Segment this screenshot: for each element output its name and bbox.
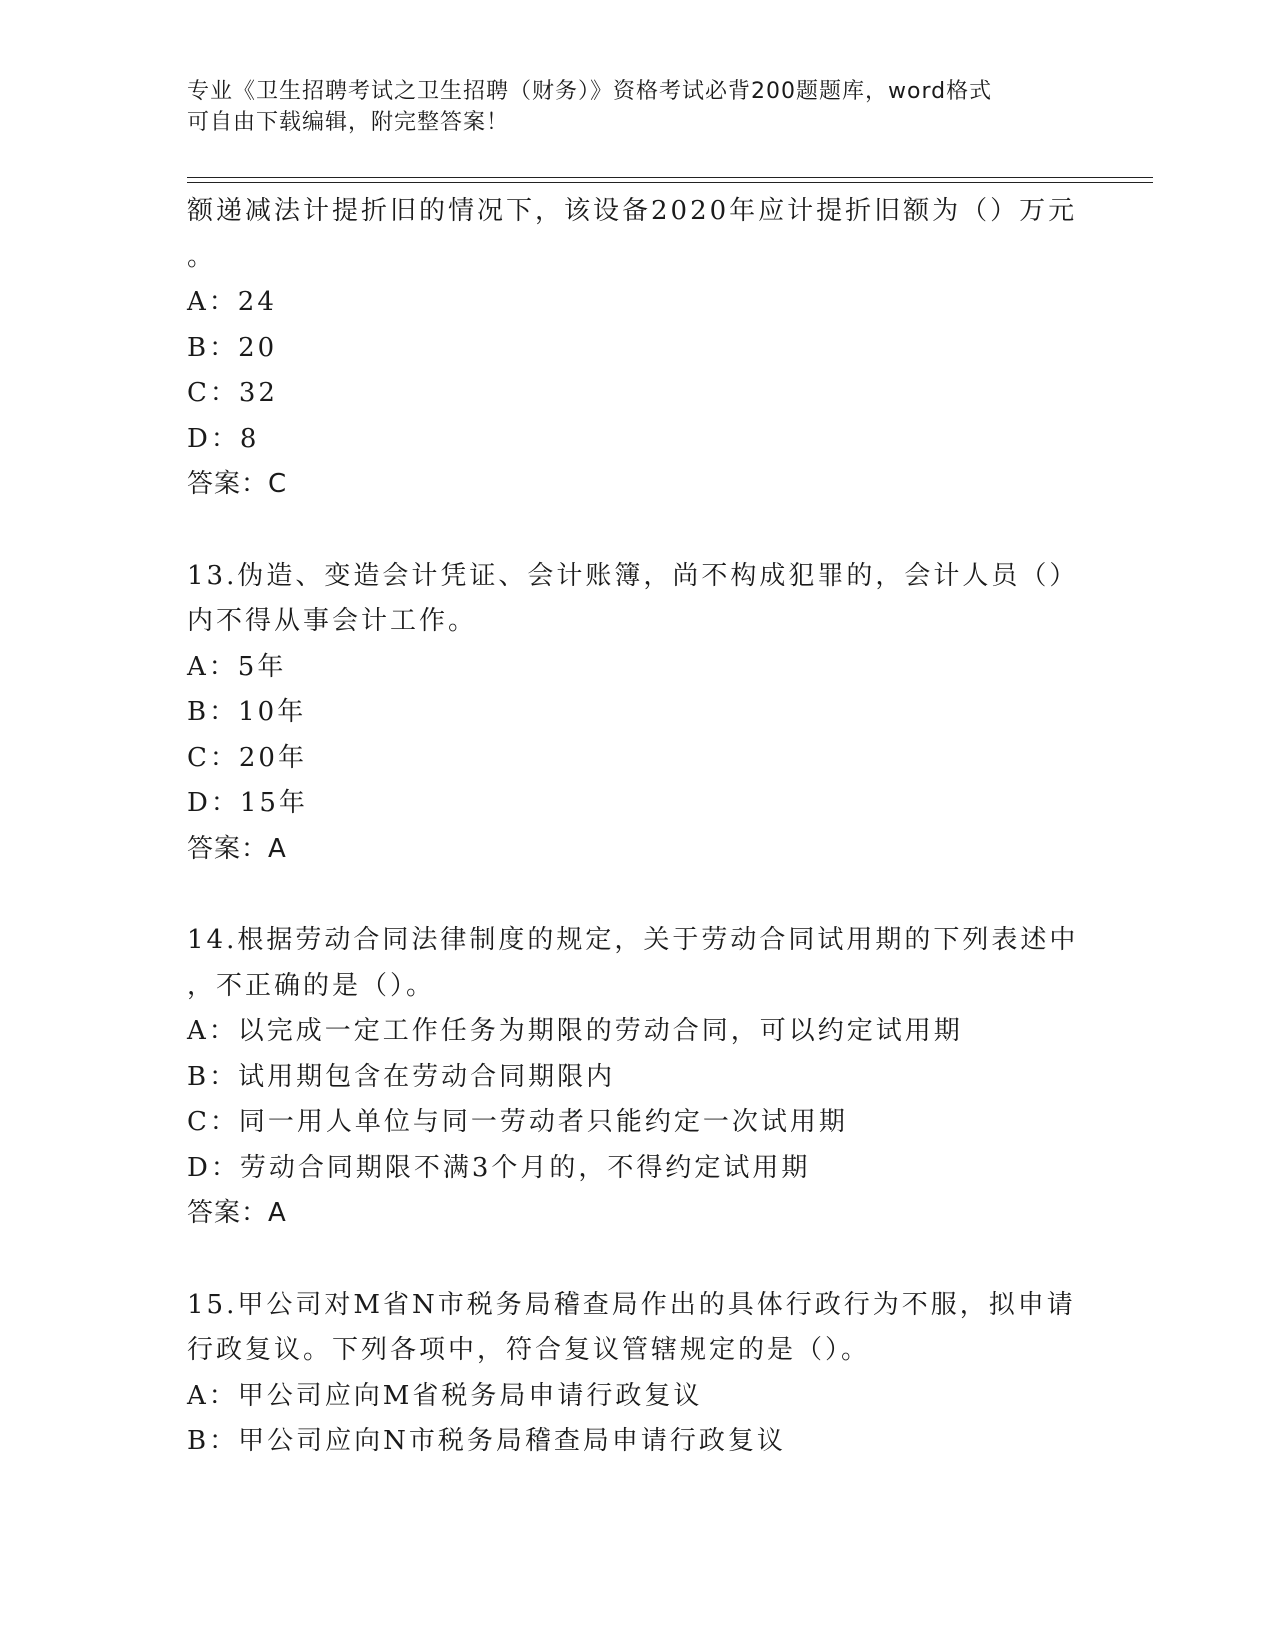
- document-header: [187, 76, 1087, 138]
- option-b: B：20: [187, 332, 278, 363]
- question-13: [187, 554, 1087, 873]
- option-d: D：8: [187, 423, 260, 454]
- option-a: A：24: [187, 287, 277, 317]
- question-stem-line: 额递减法计提折旧的情况下，该设备2020年应计提折旧额为（）万元: [187, 196, 1078, 226]
- answer-line: 答案：A: [187, 833, 287, 864]
- header-divider-bottom: [187, 182, 1153, 183]
- question-spacer: [187, 508, 1087, 554]
- question-spacer: [187, 872, 1087, 918]
- header-title-line-2: 可自由下载编辑，附完整答案！: [187, 110, 510, 135]
- option-a: A：5年: [187, 651, 287, 682]
- question-stem-line: 13.伪造、变造会计凭证、会计账簿，尚不构成犯罪的，会计人员（）: [187, 560, 1079, 591]
- option-c: C：20年: [187, 742, 307, 773]
- question-stem-line: 行政复议。下列各项中，符合复议管辖规定的是（）。: [187, 1335, 871, 1365]
- option-c: C：同一用人单位与同一劳动者只能约定一次试用期: [187, 1107, 848, 1137]
- question-12: [187, 189, 1087, 508]
- option-a: A：以完成一定工作任务为期限的劳动合同，可以约定试用期: [187, 1016, 963, 1046]
- question-stem-line: 15.甲公司对M省N市税务局稽查局作出的具体行政行为不服，拟申请: [187, 1289, 1076, 1320]
- question-spacer: [187, 1237, 1087, 1283]
- option-a: A：甲公司应向M省税务局申请行政复议: [187, 1380, 703, 1411]
- question-stem-line: 14.根据劳动合同法律制度的规定，关于劳动合同试用期的下列表述中: [187, 925, 1079, 955]
- option-b: B：试用期包含在劳动合同期限内: [187, 1061, 616, 1092]
- option-b: B：甲公司应向N市税务局稽查局申请行政复议: [187, 1426, 786, 1456]
- header-divider-top: [187, 177, 1153, 178]
- answer-line: 答案：C: [187, 469, 288, 499]
- answer-line: 答案：A: [187, 1198, 287, 1228]
- question-14: [187, 918, 1087, 1237]
- question-stem-line: ，不正确的是（）。: [187, 970, 436, 1001]
- question-list: [187, 189, 1087, 1465]
- option-c: C：32: [187, 378, 278, 408]
- option-d: D：15年: [187, 788, 308, 818]
- question-15: [187, 1283, 1087, 1465]
- header-title-line-1: 专业《卫生招聘考试之卫生招聘（财务）》资格考试必背200题题库，word格式: [187, 79, 993, 104]
- question-stem-line: 内不得从事会计工作。: [187, 606, 478, 636]
- option-d: D：劳动合同期限不满3个月的，不得约定试用期: [187, 1152, 811, 1183]
- question-stem-line: 。: [187, 241, 217, 272]
- option-b: B：10年: [187, 697, 307, 727]
